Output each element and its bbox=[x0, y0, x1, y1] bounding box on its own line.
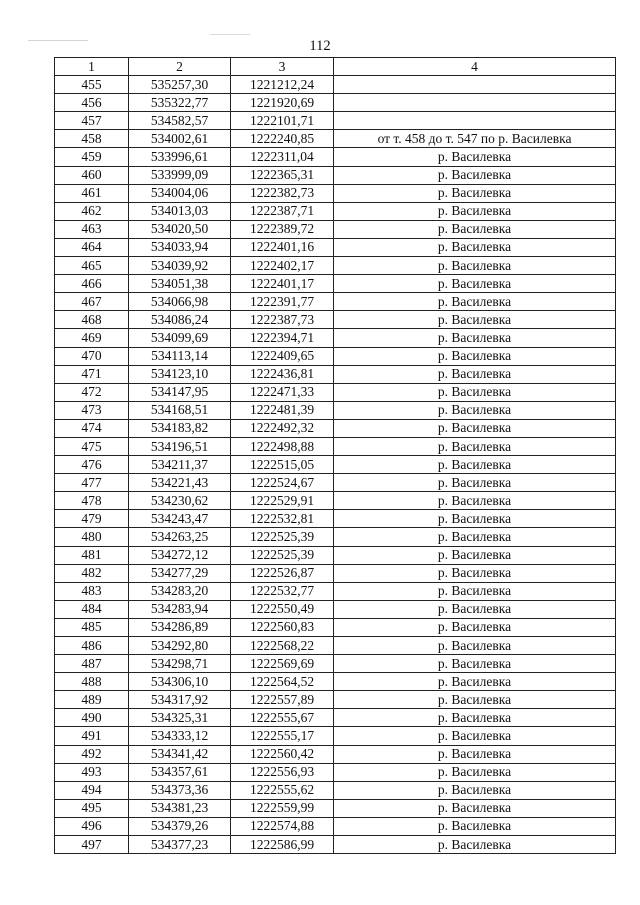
description-cell: р. Василевка bbox=[334, 311, 616, 329]
x-coordinate-cell: 535257,30 bbox=[129, 76, 231, 94]
point-number-cell: 461 bbox=[55, 184, 129, 202]
description-cell: р. Василевка bbox=[334, 238, 616, 256]
x-coordinate-cell: 534099,69 bbox=[129, 329, 231, 347]
table-row bbox=[55, 130, 616, 148]
y-coordinate-cell: 1222550,49 bbox=[231, 600, 334, 618]
description-cell: р. Василевка bbox=[334, 564, 616, 582]
x-coordinate-cell: 534373,36 bbox=[129, 781, 231, 799]
table-row bbox=[55, 745, 616, 763]
description-cell: р. Василевка bbox=[334, 184, 616, 202]
point-number-cell: 477 bbox=[55, 474, 129, 492]
point-number-cell: 457 bbox=[55, 112, 129, 130]
y-coordinate-cell: 1222401,17 bbox=[231, 275, 334, 293]
column-header-2: 2 bbox=[129, 58, 231, 76]
x-coordinate-cell: 534292,80 bbox=[129, 637, 231, 655]
description-cell: р. Василевка bbox=[334, 148, 616, 166]
description-cell: р. Василевка bbox=[334, 293, 616, 311]
x-coordinate-cell: 534582,57 bbox=[129, 112, 231, 130]
table-row bbox=[55, 528, 616, 546]
y-coordinate-cell: 1222492,32 bbox=[231, 419, 334, 437]
description-cell: р. Василевка bbox=[334, 347, 616, 365]
description-cell: р. Василевка bbox=[334, 202, 616, 220]
y-coordinate-cell: 1222564,52 bbox=[231, 673, 334, 691]
description-cell: р. Василевка bbox=[334, 745, 616, 763]
y-coordinate-cell: 1222402,17 bbox=[231, 257, 334, 275]
description-cell: р. Василевка bbox=[334, 673, 616, 691]
table-row bbox=[55, 94, 616, 112]
table-row bbox=[55, 437, 616, 455]
table-row bbox=[55, 510, 616, 528]
y-coordinate-cell: 1222365,31 bbox=[231, 166, 334, 184]
table-row bbox=[55, 474, 616, 492]
x-coordinate-cell: 534066,98 bbox=[129, 293, 231, 311]
description-cell: р. Василевка bbox=[334, 618, 616, 636]
point-number-cell: 473 bbox=[55, 401, 129, 419]
table-row bbox=[55, 401, 616, 419]
table-row bbox=[55, 673, 616, 691]
point-number-cell: 467 bbox=[55, 293, 129, 311]
x-coordinate-cell: 534147,95 bbox=[129, 383, 231, 401]
y-coordinate-cell: 1222529,91 bbox=[231, 492, 334, 510]
x-coordinate-cell: 534333,12 bbox=[129, 727, 231, 745]
point-number-cell: 482 bbox=[55, 564, 129, 582]
description-cell: р. Василевка bbox=[334, 166, 616, 184]
y-coordinate-cell: 1222525,39 bbox=[231, 528, 334, 546]
x-coordinate-cell: 534277,29 bbox=[129, 564, 231, 582]
description-cell: р. Василевка bbox=[334, 419, 616, 437]
description-cell bbox=[334, 76, 616, 94]
y-coordinate-cell: 1222532,81 bbox=[231, 510, 334, 528]
x-coordinate-cell: 534183,82 bbox=[129, 419, 231, 437]
x-coordinate-cell: 534086,24 bbox=[129, 311, 231, 329]
y-coordinate-cell: 1222526,87 bbox=[231, 564, 334, 582]
table-row bbox=[55, 166, 616, 184]
description-cell: от т. 458 до т. 547 по р. Василевка bbox=[334, 130, 616, 148]
point-number-cell: 462 bbox=[55, 202, 129, 220]
y-coordinate-cell: 1222240,85 bbox=[231, 130, 334, 148]
x-coordinate-cell: 534230,62 bbox=[129, 492, 231, 510]
y-coordinate-cell: 1222569,69 bbox=[231, 655, 334, 673]
x-coordinate-cell: 534113,14 bbox=[129, 347, 231, 365]
table-row bbox=[55, 347, 616, 365]
point-number-cell: 486 bbox=[55, 637, 129, 655]
point-number-cell: 483 bbox=[55, 582, 129, 600]
description-cell: р. Василевка bbox=[334, 781, 616, 799]
description-cell: р. Василевка bbox=[334, 763, 616, 781]
y-coordinate-cell: 1222471,33 bbox=[231, 383, 334, 401]
table-row bbox=[55, 220, 616, 238]
table-row bbox=[55, 311, 616, 329]
table-row bbox=[55, 293, 616, 311]
description-cell bbox=[334, 112, 616, 130]
description-cell: р. Василевка bbox=[334, 329, 616, 347]
description-cell: р. Василевка bbox=[334, 220, 616, 238]
x-coordinate-cell: 534211,37 bbox=[129, 456, 231, 474]
x-coordinate-cell: 534341,42 bbox=[129, 745, 231, 763]
point-number-cell: 494 bbox=[55, 781, 129, 799]
y-coordinate-cell: 1222560,83 bbox=[231, 618, 334, 636]
table-row bbox=[55, 817, 616, 835]
description-cell: р. Василевка bbox=[334, 600, 616, 618]
table-row bbox=[55, 709, 616, 727]
description-cell: р. Василевка bbox=[334, 799, 616, 817]
table-row bbox=[55, 691, 616, 709]
table-row bbox=[55, 655, 616, 673]
description-cell: р. Василевка bbox=[334, 492, 616, 510]
y-coordinate-cell: 1222532,77 bbox=[231, 582, 334, 600]
y-coordinate-cell: 1222515,05 bbox=[231, 456, 334, 474]
y-coordinate-cell: 1222101,71 bbox=[231, 112, 334, 130]
x-coordinate-cell: 534039,92 bbox=[129, 257, 231, 275]
x-coordinate-cell: 533996,61 bbox=[129, 148, 231, 166]
point-number-cell: 475 bbox=[55, 437, 129, 455]
description-cell: р. Василевка bbox=[334, 582, 616, 600]
x-coordinate-cell: 534357,61 bbox=[129, 763, 231, 781]
x-coordinate-cell: 534033,94 bbox=[129, 238, 231, 256]
x-coordinate-cell: 534283,20 bbox=[129, 582, 231, 600]
point-number-cell: 470 bbox=[55, 347, 129, 365]
column-header-1: 1 bbox=[55, 58, 129, 76]
description-cell: р. Василевка bbox=[334, 817, 616, 835]
y-coordinate-cell: 1222409,65 bbox=[231, 347, 334, 365]
x-coordinate-cell: 534286,89 bbox=[129, 618, 231, 636]
y-coordinate-cell: 1222568,22 bbox=[231, 637, 334, 655]
description-cell: р. Василевка bbox=[334, 655, 616, 673]
point-number-cell: 489 bbox=[55, 691, 129, 709]
description-cell: р. Василевка bbox=[334, 510, 616, 528]
x-coordinate-cell: 534283,94 bbox=[129, 600, 231, 618]
x-coordinate-cell: 534004,06 bbox=[129, 184, 231, 202]
point-number-cell: 471 bbox=[55, 365, 129, 383]
point-number-cell: 479 bbox=[55, 510, 129, 528]
description-cell: р. Василевка bbox=[334, 546, 616, 564]
y-coordinate-cell: 1222387,73 bbox=[231, 311, 334, 329]
x-coordinate-cell: 533999,09 bbox=[129, 166, 231, 184]
x-coordinate-cell: 534325,31 bbox=[129, 709, 231, 727]
description-cell: р. Василевка bbox=[334, 528, 616, 546]
y-coordinate-cell: 1221920,69 bbox=[231, 94, 334, 112]
x-coordinate-cell: 534317,92 bbox=[129, 691, 231, 709]
y-coordinate-cell: 1222557,89 bbox=[231, 691, 334, 709]
scan-speck bbox=[210, 34, 250, 35]
y-coordinate-cell: 1222525,39 bbox=[231, 546, 334, 564]
table-row bbox=[55, 546, 616, 564]
point-number-cell: 476 bbox=[55, 456, 129, 474]
point-number-cell: 464 bbox=[55, 238, 129, 256]
description-cell: р. Василевка bbox=[334, 691, 616, 709]
table-row bbox=[55, 329, 616, 347]
point-number-cell: 492 bbox=[55, 745, 129, 763]
description-cell: р. Василевка bbox=[334, 836, 616, 854]
point-number-cell: 480 bbox=[55, 528, 129, 546]
table-row bbox=[55, 112, 616, 130]
description-cell: р. Василевка bbox=[334, 275, 616, 293]
x-coordinate-cell: 535322,77 bbox=[129, 94, 231, 112]
point-number-cell: 455 bbox=[55, 76, 129, 94]
point-number-cell: 481 bbox=[55, 546, 129, 564]
point-number-cell: 493 bbox=[55, 763, 129, 781]
table-row bbox=[55, 383, 616, 401]
y-coordinate-cell: 1222481,39 bbox=[231, 401, 334, 419]
table-row bbox=[55, 618, 616, 636]
description-cell: р. Василевка bbox=[334, 437, 616, 455]
description-cell: р. Василевка bbox=[334, 383, 616, 401]
column-header-3: 3 bbox=[231, 58, 334, 76]
y-coordinate-cell: 1222555,17 bbox=[231, 727, 334, 745]
x-coordinate-cell: 534168,51 bbox=[129, 401, 231, 419]
x-coordinate-cell: 534381,23 bbox=[129, 799, 231, 817]
x-coordinate-cell: 534020,50 bbox=[129, 220, 231, 238]
y-coordinate-cell: 1222391,77 bbox=[231, 293, 334, 311]
description-cell bbox=[334, 94, 616, 112]
table-row bbox=[55, 763, 616, 781]
x-coordinate-cell: 534263,25 bbox=[129, 528, 231, 546]
point-number-cell: 497 bbox=[55, 836, 129, 854]
table-row bbox=[55, 727, 616, 745]
y-coordinate-cell: 1222382,73 bbox=[231, 184, 334, 202]
point-number-cell: 459 bbox=[55, 148, 129, 166]
y-coordinate-cell: 1222524,67 bbox=[231, 474, 334, 492]
table-row bbox=[55, 238, 616, 256]
y-coordinate-cell: 1222574,88 bbox=[231, 817, 334, 835]
table-row bbox=[55, 365, 616, 383]
point-number-cell: 487 bbox=[55, 655, 129, 673]
description-cell: р. Василевка bbox=[334, 401, 616, 419]
table-row bbox=[55, 76, 616, 94]
point-number-cell: 490 bbox=[55, 709, 129, 727]
x-coordinate-cell: 534123,10 bbox=[129, 365, 231, 383]
x-coordinate-cell: 534243,47 bbox=[129, 510, 231, 528]
table-row bbox=[55, 456, 616, 474]
description-cell: р. Василевка bbox=[334, 474, 616, 492]
point-number-cell: 485 bbox=[55, 618, 129, 636]
x-coordinate-cell: 534013,03 bbox=[129, 202, 231, 220]
description-cell: р. Василевка bbox=[334, 637, 616, 655]
y-coordinate-cell: 1222555,67 bbox=[231, 709, 334, 727]
x-coordinate-cell: 534051,38 bbox=[129, 275, 231, 293]
point-number-cell: 466 bbox=[55, 275, 129, 293]
point-number-cell: 458 bbox=[55, 130, 129, 148]
point-number-cell: 495 bbox=[55, 799, 129, 817]
x-coordinate-cell: 534379,26 bbox=[129, 817, 231, 835]
table-body bbox=[55, 76, 616, 854]
table-row bbox=[55, 419, 616, 437]
x-coordinate-cell: 534298,71 bbox=[129, 655, 231, 673]
x-coordinate-cell: 534306,10 bbox=[129, 673, 231, 691]
y-coordinate-cell: 1222560,42 bbox=[231, 745, 334, 763]
table-row bbox=[55, 257, 616, 275]
description-cell: р. Василевка bbox=[334, 456, 616, 474]
point-number-cell: 456 bbox=[55, 94, 129, 112]
point-number-cell: 484 bbox=[55, 600, 129, 618]
table-row bbox=[55, 600, 616, 618]
table-row bbox=[55, 637, 616, 655]
y-coordinate-cell: 1222586,99 bbox=[231, 836, 334, 854]
x-coordinate-cell: 534272,12 bbox=[129, 546, 231, 564]
table-row bbox=[55, 275, 616, 293]
table-row bbox=[55, 202, 616, 220]
table-row bbox=[55, 564, 616, 582]
table-header-row bbox=[55, 58, 616, 76]
y-coordinate-cell: 1222555,62 bbox=[231, 781, 334, 799]
description-cell: р. Василевка bbox=[334, 709, 616, 727]
table-row bbox=[55, 148, 616, 166]
description-cell: р. Василевка bbox=[334, 257, 616, 275]
description-cell: р. Василевка bbox=[334, 365, 616, 383]
y-coordinate-cell: 1221212,24 bbox=[231, 76, 334, 94]
y-coordinate-cell: 1222436,81 bbox=[231, 365, 334, 383]
x-coordinate-cell: 534377,23 bbox=[129, 836, 231, 854]
point-number-cell: 488 bbox=[55, 673, 129, 691]
table-row bbox=[55, 836, 616, 854]
y-coordinate-cell: 1222556,93 bbox=[231, 763, 334, 781]
table-row bbox=[55, 781, 616, 799]
point-number-cell: 491 bbox=[55, 727, 129, 745]
column-header-4: 4 bbox=[334, 58, 616, 76]
page-number: 112 bbox=[309, 38, 331, 54]
table-row bbox=[55, 582, 616, 600]
table-row bbox=[55, 184, 616, 202]
y-coordinate-cell: 1222401,16 bbox=[231, 238, 334, 256]
table-row bbox=[55, 799, 616, 817]
point-number-cell: 474 bbox=[55, 419, 129, 437]
point-number-cell: 496 bbox=[55, 817, 129, 835]
y-coordinate-cell: 1222311,04 bbox=[231, 148, 334, 166]
x-coordinate-cell: 534002,61 bbox=[129, 130, 231, 148]
coordinates-table bbox=[54, 57, 616, 854]
y-coordinate-cell: 1222559,99 bbox=[231, 799, 334, 817]
table-row bbox=[55, 492, 616, 510]
y-coordinate-cell: 1222389,72 bbox=[231, 220, 334, 238]
y-coordinate-cell: 1222394,71 bbox=[231, 329, 334, 347]
point-number-cell: 472 bbox=[55, 383, 129, 401]
x-coordinate-cell: 534196,51 bbox=[129, 437, 231, 455]
point-number-cell: 465 bbox=[55, 257, 129, 275]
y-coordinate-cell: 1222387,71 bbox=[231, 202, 334, 220]
point-number-cell: 463 bbox=[55, 220, 129, 238]
point-number-cell: 460 bbox=[55, 166, 129, 184]
point-number-cell: 478 bbox=[55, 492, 129, 510]
point-number-cell: 468 bbox=[55, 311, 129, 329]
x-coordinate-cell: 534221,43 bbox=[129, 474, 231, 492]
point-number-cell: 469 bbox=[55, 329, 129, 347]
y-coordinate-cell: 1222498,88 bbox=[231, 437, 334, 455]
description-cell: р. Василевка bbox=[334, 727, 616, 745]
